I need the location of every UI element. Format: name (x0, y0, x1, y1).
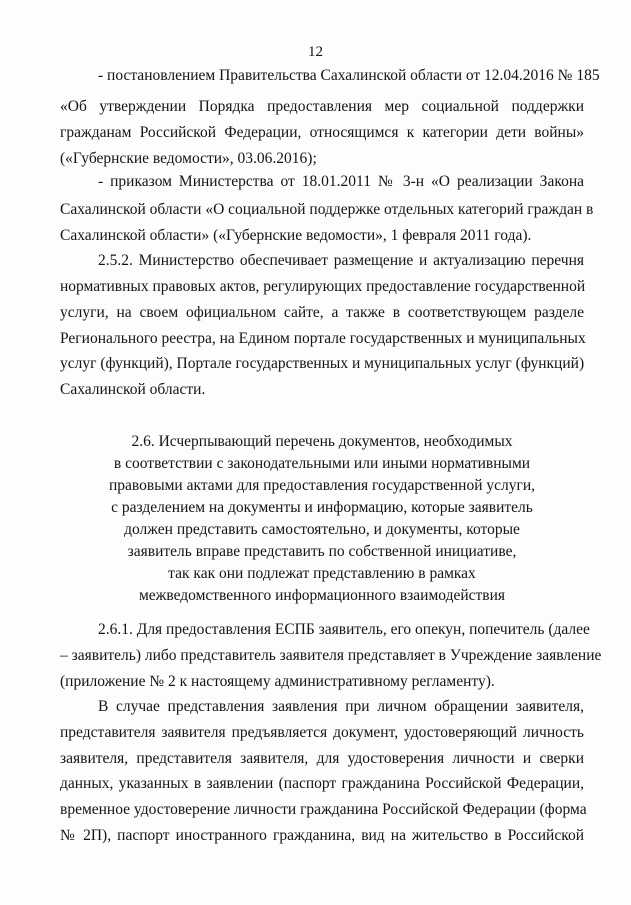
text-line: В случае представления заявления при личном обращении заявителя, (98, 698, 584, 715)
text-line: гражданам Российской Федерации, относящимся к категории дети войны» (60, 124, 584, 141)
text-line: представителя заявителя предъявляется документ, удостоверяющий личность (60, 724, 584, 741)
section-heading-line: 2.6. Исчерпывающий перечень документов, необходимых (131, 433, 513, 450)
text-line: услуг (функций), Портале государственных и муниципальных услуг (функций) (60, 355, 585, 372)
text-line: № 2П), паспорт иностранного гражданина, вид на жительство в Российской (60, 827, 584, 844)
section-heading-line: межведомственного информационного взаимодействия (138, 587, 506, 604)
text-line: (приложение № 2 к настоящему административному регламенту). (60, 673, 495, 690)
text-line: Регионального реестра, на Едином портале государственных и муниципальных (60, 330, 586, 347)
text-line: – заявитель) либо представитель заявителя представляет в Учреждение заявление (60, 647, 602, 664)
text-line: - постановлением Правительства Сахалинской области от 12.04.2016 № 185 (98, 67, 600, 84)
text-line: Сахалинской области» («Губернские ведомости», 1 февраля 2011 года). (60, 227, 532, 244)
text-line: заявителя, представителя заявителя, для удостоверения личности и сверки (60, 750, 584, 767)
text-line: данных, указанных в заявлении (паспорт гражданина Российской Федерации, (60, 775, 584, 792)
text-line: Сахалинской области. (60, 381, 206, 398)
section-heading-line: так как они подлежат представлению в рамках (168, 565, 476, 582)
text-line: нормативных правовых актов, регулирующих предоставление государственной (60, 278, 586, 295)
text-line: услуги, на своем официальном сайте, а также в соответствующем разделе (60, 304, 584, 321)
text-line: 2.6.1. Для предоставления ЕСПБ заявитель, его опекун, попечитель (далее (98, 621, 590, 638)
page-number: 12 (308, 44, 323, 60)
text-line: «Об утверждении Порядка предоставления мер социальной поддержки (60, 98, 584, 115)
section-heading-line: правовыми актами для предоставления государственной услуги, (108, 477, 536, 494)
section-heading-line: с разделением на документы и информацию, которые заявитель (111, 499, 533, 516)
text-line: («Губернские ведомости», 03.06.2016); (60, 150, 317, 167)
text-line: временное удостоверение личности гражданина Российской Федерации (форма (60, 801, 587, 818)
section-heading-line: должен представить самостоятельно, и документы, которые (124, 521, 520, 538)
text-line: - приказом Министерства от 18.01.2011 № 3-н «О реализации Закона (98, 173, 584, 190)
text-line: Сахалинской области «О социальной поддержке отдельных категорий граждан в (60, 201, 594, 218)
section-heading-line: в соответствии с законодательными или иными нормативными (113, 455, 531, 472)
text-line: 2.5.2. Министерство обеспечивает размещение и актуализацию перечня (98, 252, 584, 269)
section-heading-line: заявитель вправе представить по собственной инициативе, (127, 543, 517, 560)
